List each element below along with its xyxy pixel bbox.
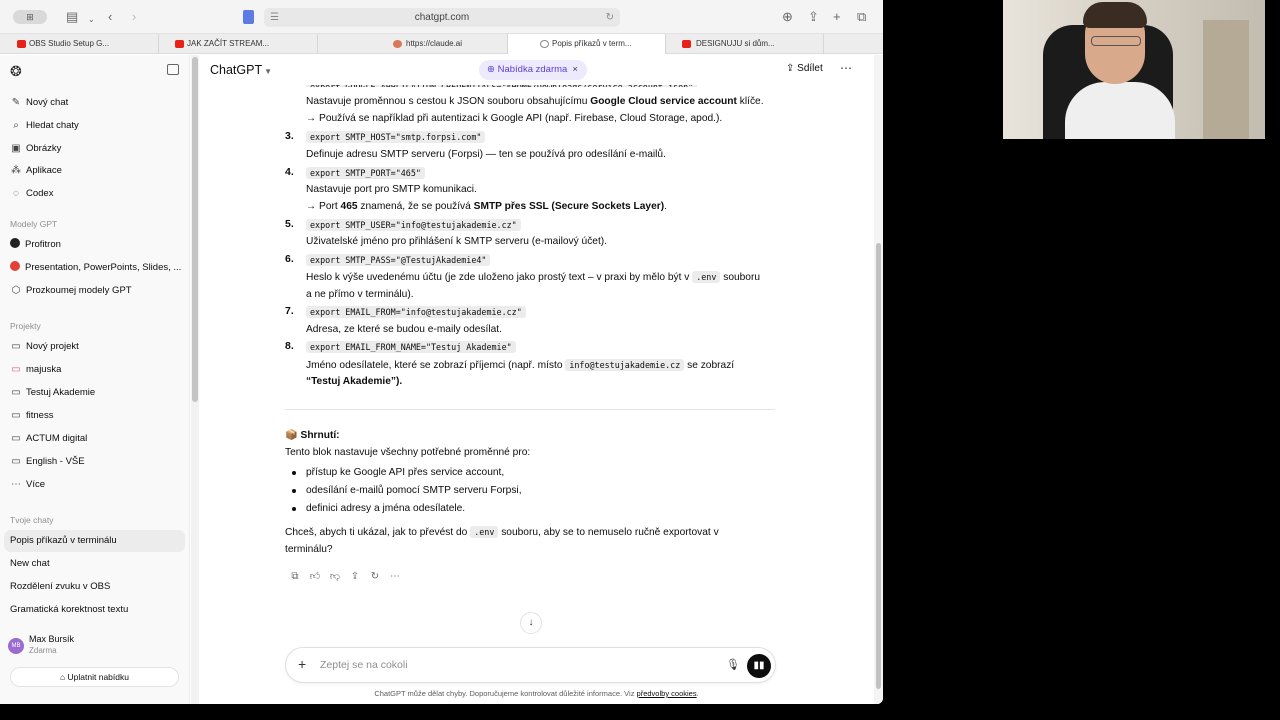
- folder-icon: ▭: [11, 410, 21, 421]
- sidebar-item-testuj-akademie[interactable]: [10, 385, 95, 401]
- back-icon[interactable]: ‹: [108, 9, 113, 24]
- plus-icon[interactable]: +: [298, 656, 307, 672]
- inline-code: export SMTP_PORT="465": [306, 167, 425, 179]
- sidebar-item-search[interactable]: [10, 118, 79, 134]
- thumbs-up-icon[interactable]: 👍︎: [309, 571, 321, 582]
- chat-item-new-chat[interactable]: New chat: [10, 558, 50, 569]
- sidebar-item-new-project[interactable]: [10, 339, 79, 355]
- folder-icon: ▭: [11, 456, 21, 467]
- close-sidebar-icon[interactable]: [167, 64, 179, 75]
- scroll-down-button[interactable]: [520, 612, 542, 634]
- bold-text: Shrnutí:: [300, 430, 340, 441]
- tab-popis-prikazu[interactable]: [508, 34, 666, 54]
- item-5-desc: Uživatelské jméno pro přihlášení k SMTP serveru (e-mailový účet).: [306, 236, 608, 247]
- tab-label: OBS Studio Setup G...: [29, 39, 110, 48]
- disclaimer-period: .: [696, 689, 699, 698]
- sidebar-item-label: fitness: [26, 410, 54, 421]
- chatgpt-logo-icon[interactable]: ❂: [10, 63, 22, 79]
- bold-text: “Testuj Akademie”).: [306, 376, 403, 387]
- sidebar-item-label: English - VŠE: [26, 456, 85, 467]
- more-icon: ⋯: [11, 479, 21, 490]
- profitron-avatar: [10, 238, 20, 248]
- claude-icon: [393, 40, 402, 48]
- sidebar-item-more[interactable]: [10, 477, 45, 493]
- tab-label: https://claude.ai: [406, 39, 463, 48]
- user-plan: Zdarma: [29, 646, 57, 655]
- sidebar-item-images[interactable]: [10, 141, 61, 157]
- more-icon[interactable]: ⋯: [390, 571, 400, 582]
- summary-bullet: přístup ke Google API přes service account,: [306, 467, 505, 478]
- chatgpt-icon: [540, 40, 549, 48]
- item-8-code: [306, 340, 516, 355]
- folder-plus-icon: ▭: [11, 341, 21, 352]
- cookie-preferences-link[interactable]: předvolby cookies: [636, 689, 697, 698]
- bullet-dot: [292, 471, 296, 475]
- inline-code: export SMTP_HOST="smtp.forpsi.com": [306, 131, 485, 143]
- summary-bullet: odesílání e-mailů pomocí SMTP serveru Forpsi,: [306, 485, 522, 496]
- text-span: Heslo k výše uvedenému účtu (je zde uloženo jako prostý text – v praxi by mělo být v: [306, 272, 690, 283]
- sidebar-item-label: Nový projekt: [26, 341, 79, 352]
- bold-text: SMTP přes SSL (Secure Sockets Layer): [473, 201, 665, 212]
- folder-icon: ▭: [11, 364, 21, 375]
- bullet-dot: [292, 507, 296, 511]
- list-number: 7.: [285, 305, 294, 317]
- folder-icon: ▭: [11, 387, 21, 398]
- user-name: Max Bursík: [29, 634, 75, 644]
- sidebar-item-new-chat[interactable]: [10, 95, 68, 111]
- question-line-1: [285, 525, 719, 540]
- chat-item-popis[interactable]: Popis příkazů v terminálu: [10, 535, 117, 546]
- sidebar-item-profitron[interactable]: [10, 237, 61, 253]
- edit-icon: ✎: [11, 97, 21, 108]
- reload-icon[interactable]: ↻: [605, 12, 614, 23]
- sidebar-item-label: Obrázky: [26, 143, 62, 154]
- offer-pill-label: Nabídka zdarma: [497, 64, 568, 75]
- tab-label: JAK ZAČÍT STREAM...: [187, 39, 270, 48]
- forward-icon[interactable]: ›: [132, 9, 137, 24]
- composer-input[interactable]: Zeptej se na cokoli: [320, 659, 408, 671]
- share-button[interactable]: [786, 63, 823, 74]
- item-3-code: [306, 130, 485, 145]
- item-2-desc-2: → Používá se například při autentizaci k Google API (např. Firebase, Cloud Storage, apod.).: [306, 113, 723, 124]
- chat-item-rozdeleni[interactable]: Rozdělení zvuku v OBS: [10, 581, 111, 592]
- youtube-icon: [17, 40, 26, 48]
- avatar: MB: [8, 638, 24, 654]
- presentation-avatar: [10, 261, 20, 271]
- page-settings-icon[interactable]: ☰: [270, 12, 279, 23]
- inline-code: .env: [470, 526, 498, 538]
- address-text: chatgpt.com: [414, 12, 470, 23]
- page-icon: [243, 10, 254, 24]
- gift-icon: ⌂: [60, 672, 68, 682]
- sidebar-item-label: majuska: [26, 364, 62, 375]
- tab-label: DESIGNUJU si dům...: [696, 39, 775, 48]
- tab-designuju[interactable]: [666, 34, 824, 54]
- webcam-person-glasses: [1091, 36, 1141, 46]
- offer-icon: ⊕: [487, 64, 498, 75]
- chevron-down-icon[interactable]: ⌄: [88, 15, 95, 24]
- list-number: 5.: [285, 218, 294, 230]
- sidebar-item-label: Hledat chaty: [26, 120, 79, 131]
- tab-obs-studio[interactable]: [13, 34, 159, 54]
- text-span: souboru: [723, 272, 761, 283]
- item-8-desc-1: [306, 358, 734, 373]
- item-5-code: [306, 218, 521, 233]
- voice-mode-button[interactable]: [747, 654, 771, 678]
- webcam-shelf: [1203, 20, 1249, 139]
- sidebar-item-presentation[interactable]: [10, 260, 181, 276]
- webcam-person-body: [1065, 82, 1175, 139]
- list-number: 3.: [285, 130, 294, 142]
- page-scrollbar[interactable]: [874, 55, 883, 704]
- thumbs-down-icon[interactable]: 👎︎: [329, 571, 341, 582]
- apps-icon: ⁂: [11, 165, 21, 176]
- sidebar-item-apps[interactable]: [10, 163, 62, 179]
- tab-label: Popis příkazů v term...: [552, 39, 632, 48]
- share-icon: ⇪: [786, 63, 798, 74]
- youtube-icon: [682, 40, 691, 48]
- bold-text: Google Cloud service account: [590, 96, 737, 107]
- regenerate-icon[interactable]: ↻: [370, 571, 380, 582]
- text-span: znamená, že se používá: [360, 201, 471, 212]
- text-span: souboru, aby se to nemuselo ručně exportovat v: [501, 527, 719, 538]
- new-tab-icon[interactable]: +: [833, 9, 841, 24]
- sidebar-item-actum[interactable]: [10, 431, 87, 447]
- share-icon[interactable]: ⇪: [808, 9, 819, 24]
- share-icon[interactable]: ⇪: [350, 571, 360, 582]
- item-3-desc: Definuje adresu SMTP serveru (Forpsi) — ten se používá pro odesílání e-mailů.: [306, 149, 666, 160]
- sidebar-toggle-icon[interactable]: ▤: [66, 9, 79, 24]
- sidebar-item-label: Testuj Akademie: [26, 387, 96, 398]
- browser-toolbar: [0, 0, 883, 34]
- sidebar-item-label: Codex: [26, 188, 54, 199]
- sidebar-item-english[interactable]: [10, 454, 85, 470]
- item-4-desc-2: [306, 200, 667, 214]
- codex-icon: ◌: [13, 188, 19, 199]
- image-icon: ▣: [11, 143, 21, 154]
- chevron-down-icon: ▼: [264, 67, 273, 76]
- webcam-overlay: [1003, 0, 1265, 139]
- text-span: Chceš, abych ti ukázal, jak to převést do: [285, 527, 468, 538]
- sidebar-item-label: Prozkoumej modely GPT: [26, 285, 132, 296]
- sidebar-item-explore-gpts[interactable]: [10, 283, 132, 299]
- list-number: 6.: [285, 253, 294, 265]
- inline-code: info@testujakademie.cz: [565, 359, 684, 371]
- share-label: Sdílet: [797, 63, 823, 74]
- disclaimer-text: ChatGPT může dělat chyby. Doporučujeme kontrolovat důležité informace. Viz: [374, 689, 635, 698]
- text-span: Nastavuje proměnnou s cestou k JSON souboru obsahujícímu: [306, 96, 588, 107]
- bold-text: 465: [340, 201, 358, 212]
- section-heading-projects: Projekty: [10, 321, 41, 331]
- sidebar-item-majuska[interactable]: [10, 362, 61, 378]
- list-number: 8.: [285, 340, 294, 352]
- bullet-dot: [292, 489, 296, 493]
- model-selector[interactable]: [210, 63, 272, 77]
- sidebar-item-label: Nový chat: [26, 97, 69, 108]
- sidebar-item-label: Aplikace: [26, 165, 62, 176]
- text-span: klíče.: [739, 96, 764, 107]
- disclaimer: [199, 689, 874, 698]
- composer[interactable]: [285, 647, 776, 683]
- package-icon: 📦: [285, 430, 298, 441]
- close-icon[interactable]: ×: [572, 64, 578, 75]
- sidebar: [0, 55, 190, 704]
- question-line-2: terminálu?: [285, 544, 333, 555]
- item-6-desc-2: a ne přímo v terminálu).: [306, 289, 414, 300]
- address-bar[interactable]: [264, 8, 620, 27]
- item-7-desc: Adresa, ze které se budou e-maily odesílat.: [306, 324, 502, 335]
- waveform-icon: ▮▮: [753, 660, 765, 671]
- inline-code: export EMAIL_FROM_NAME="Testuj Akademie": [306, 341, 516, 353]
- item-6-code: [306, 253, 490, 268]
- divider: [285, 409, 775, 410]
- section-heading-gpts: Modely GPT: [10, 219, 58, 229]
- more-options-icon[interactable]: ⋯: [840, 61, 853, 75]
- item-6-desc-1: [306, 270, 760, 285]
- webcam-person-hair: [1083, 2, 1147, 28]
- item-4-desc-1: Nastavuje port pro SMTP komunikaci.: [306, 184, 477, 195]
- inline-code: .env: [692, 271, 720, 283]
- summary-bullet: definici adresy a jména odesílatele.: [306, 503, 466, 514]
- text-span: .: [664, 201, 667, 212]
- sidebar-scroll-thumb[interactable]: [192, 57, 198, 402]
- youtube-icon: [175, 40, 184, 48]
- main-chat-area: [199, 55, 874, 704]
- tab-overview-icon[interactable]: ⧉: [857, 9, 867, 24]
- item-4-code: [306, 166, 425, 181]
- summary-heading: [285, 429, 340, 443]
- microphone-icon[interactable]: 🎙︎: [726, 659, 740, 671]
- item-2-desc-1: [306, 95, 764, 109]
- inline-code: export EMAIL_FROM="info@testujakademie.cz": [306, 306, 526, 318]
- sidebar-item-fitness[interactable]: [10, 408, 53, 424]
- chat-header: [199, 55, 874, 85]
- tab-claude[interactable]: [318, 34, 508, 54]
- sidebar-item-label: Presentation, PowerPoints, Slides, ...: [25, 262, 182, 273]
- item-7-code: [306, 305, 526, 320]
- sidebar-item-label: Profitron: [25, 239, 61, 250]
- download-icon[interactable]: ⊕: [782, 9, 793, 24]
- copy-icon[interactable]: ⧉: [291, 571, 299, 582]
- user-profile[interactable]: [8, 633, 183, 659]
- model-name: ChatGPT: [210, 63, 263, 77]
- sidebar-item-codex[interactable]: [10, 186, 53, 202]
- message-actions: [285, 570, 405, 582]
- tab-jak-zacit[interactable]: [171, 34, 318, 54]
- text-span: Jméno odesílatele, které se zobrazí příjemci (např. místo: [306, 360, 563, 371]
- text-span: → Port: [306, 201, 338, 212]
- search-icon: ⌕: [13, 120, 19, 131]
- claim-offer-label: Uplatnit nabídku: [67, 672, 129, 682]
- list-number: 4.: [285, 166, 294, 178]
- folder-icon: ▭: [11, 433, 21, 444]
- inline-code: export SMTP_PASS="@TestujAkademie4": [306, 254, 490, 266]
- sidebar-scrollbar[interactable]: [191, 55, 199, 704]
- section-heading-chats: Tvoje chaty: [10, 515, 54, 525]
- cube-icon: ⬡: [11, 285, 21, 296]
- claim-offer-button[interactable]: [10, 667, 179, 687]
- sidebar-item-label: ACTUM digital: [26, 433, 88, 444]
- sidebar-item-label: Více: [26, 479, 46, 490]
- chat-item-gramaticka[interactable]: Gramatická korektnost textu: [10, 604, 129, 615]
- item-8-desc-2: [306, 375, 402, 389]
- arrow-down-icon: ↓: [528, 617, 534, 628]
- tab-bar: [0, 34, 883, 54]
- free-offer-pill[interactable]: [479, 60, 587, 80]
- summary-intro: Tento blok nastavuje všechny potřebné proměnné pro:: [285, 447, 531, 458]
- text-span: se zobrazí: [687, 360, 735, 371]
- window-controls[interactable]: ⊞: [13, 10, 47, 24]
- page-scroll-thumb[interactable]: [876, 243, 881, 689]
- inline-code: export SMTP_USER="info@testujakademie.cz": [306, 219, 521, 231]
